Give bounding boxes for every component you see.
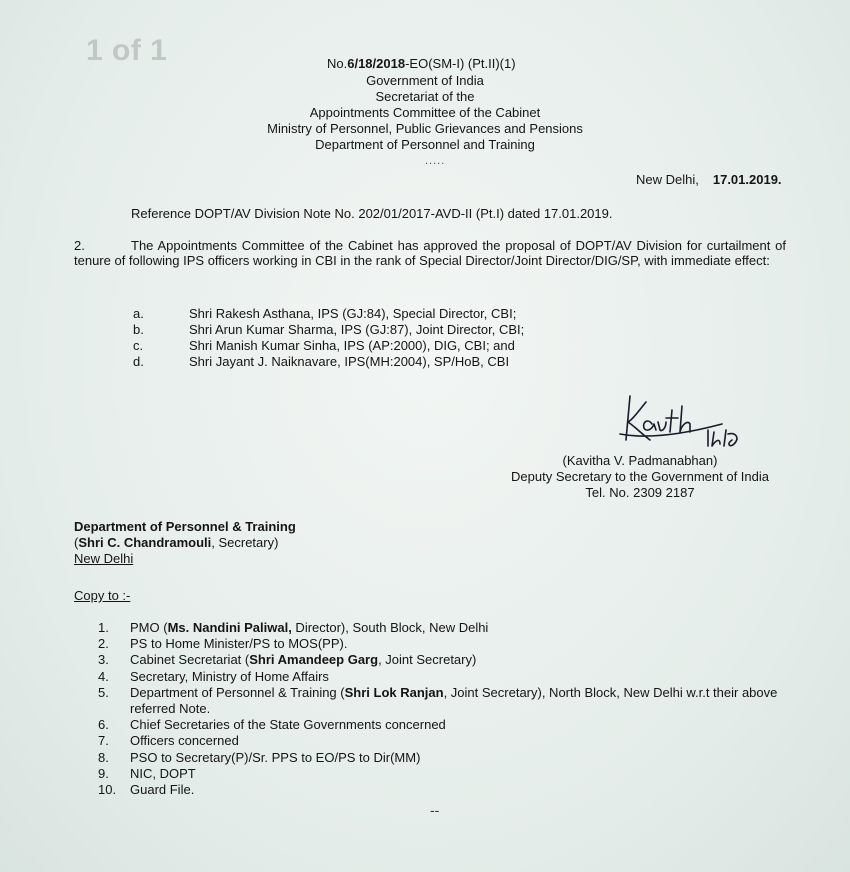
list-item: b. Shri Arun Kumar Sharma, IPS (GJ:87), Joint Director, CBI; xyxy=(133,322,525,337)
signatory-name: (Kavitha V. Padmanabhan) xyxy=(562,453,718,468)
list-item: 10. Guard File. xyxy=(98,782,195,798)
end-mark: -- xyxy=(430,802,440,818)
paragraph-number: 2. xyxy=(74,238,85,253)
place-date xyxy=(636,172,782,187)
paragraph-text: The Appointments Committee of the Cabinet has approved the proposal of DOPT/AV Division for curtailment of tenure of following IPS officers working in CBI in the rank of Special Director/Joint Director/DIG/SP, with immediate effect: xyxy=(74,238,786,268)
officers-list xyxy=(133,306,524,370)
body-paragraph xyxy=(74,238,786,268)
list-item: c. Shri Manish Kumar Sinha, IPS (AP:2000), DIG, CBI; and xyxy=(133,338,515,353)
list-item: 3. Cabinet Secretariat (Shri Amandeep Garg, Joint Secretary) xyxy=(98,652,477,668)
addressee-city: New Delhi xyxy=(74,551,134,566)
list-item: 5. Department of Personnel & Training (Shri Lok Ranjan, Joint Secretary), North Block, New Delhi w.r.t their above referred Note. xyxy=(98,684,778,717)
addressee-block xyxy=(74,519,296,567)
handwritten-signature xyxy=(612,388,762,450)
header-line-secretariat: Secretariat of the xyxy=(375,89,475,104)
file-number: No.6/18/2018-EO(SM-I) (Pt.II)(1) xyxy=(327,56,516,71)
list-item: 7. Officers concerned xyxy=(98,733,239,749)
signatory-block xyxy=(470,453,810,501)
header-line-ministry: Ministry of Personnel, Public Grievances and Pensions xyxy=(267,121,583,136)
header-separator: ..... xyxy=(425,155,446,167)
list-item: 1. PMO (Ms. Nandini Paliwal, Director), South Block, New Delhi xyxy=(98,620,489,635)
header-line-department: Department of Personnel and Training xyxy=(315,137,535,152)
addressee-person: (Shri C. Chandramouli, Secretary) xyxy=(74,535,279,550)
list-item: 2. PS to Home Minister/PS to MOS(PP). xyxy=(98,636,348,652)
list-item: 4. Secretary, Ministry of Home Affairs xyxy=(98,668,329,684)
list-item: 9. NIC, DOPT xyxy=(98,765,196,781)
date: 17.01.2019. xyxy=(712,172,782,187)
list-item: d. Shri Jayant J. Naiknavare, IPS(MH:2004), SP/HoB, CBI xyxy=(133,354,510,369)
header-line-government: Government of India xyxy=(366,73,484,88)
copy-to-list xyxy=(98,620,818,798)
list-item: 6. Chief Secretaries of the State Governments concerned xyxy=(98,717,446,733)
signatory-designation: Deputy Secretary to the Government of India xyxy=(511,469,769,484)
addressee-dept: Department of Personnel & Training xyxy=(74,519,296,534)
list-item: a. Shri Rakesh Asthana, IPS (GJ:84), Special Director, CBI; xyxy=(133,306,517,321)
signatory-tel: Tel. No. 2309 2187 xyxy=(585,485,695,500)
header-line-acc: Appointments Committee of the Cabinet xyxy=(309,105,541,120)
reference-line: Reference DOPT/AV Division Note No. 202/01/2017-AVD-II (Pt.I) dated 17.01.2019. xyxy=(131,206,613,221)
page-count-watermark: 1 of 1 xyxy=(86,34,168,67)
copy-to-label: Copy to :- xyxy=(74,588,131,603)
place: New Delhi, xyxy=(636,172,699,187)
list-item: 8. PSO to Secretary(P)/Sr. PPS to EO/PS to Dir(MM) xyxy=(98,749,421,765)
